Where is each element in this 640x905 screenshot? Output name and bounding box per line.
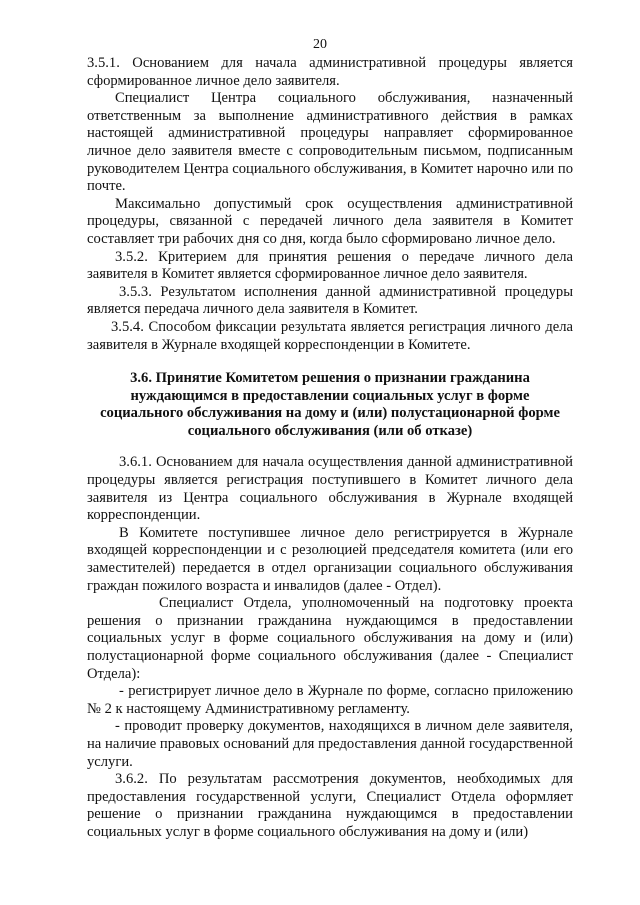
section-3-6-text xyxy=(87,454,573,841)
section-heading-line: социального обслуживания (или об отказе) xyxy=(187,422,473,439)
paragraph: 3.6.2. По результатам рассмотрения документов, необходимых для предоставления государственной услуги, Специалист Отдела оформляет решение о признании гражданина нуждающимся в предоставлении социальных услуг в форме социального обслуживания на дому и (или) xyxy=(87,771,573,840)
section-3-5-text xyxy=(87,55,573,354)
section-heading-line: социального обслуживания на дому и (или) полустационарной форме xyxy=(100,405,560,422)
paragraph: Максимально допустимый срок осуществления административной процедуры, связанной с передачей личного дела заявителя в Комитет составляет три рабочих дня со дня, когда было сформировано личное дело. xyxy=(87,195,573,247)
paragraph: 3.6.1. Основанием для начала осуществления данной административной процедуры является регистрация поступившего в Комитет личного дела заявителя из Центра социального обслуживания в Журнале входящей корреспонденции. xyxy=(87,454,573,524)
paragraph: Специалист Центра социального обслуживания, назначенный ответственным за выполнение административного действия в рамках настоящей административной процедуры направляет сформированное личное дело заявителя вместе с сопроводительным письмом, подписанным руководителем Центра социального обслуживания, в Комитет нарочно или по почте. xyxy=(87,90,573,195)
list-item: - регистрирует личное дело в Журнале по форме, согласно приложению № 2 к настоящему Административному регламенту. xyxy=(87,683,573,717)
list-item: - проводит проверку документов, находящихся в личном деле заявителя, на наличие правовых оснований для предоставления данной государственной услуги. xyxy=(87,718,573,770)
paragraph: 3.5.2. Критерием для принятия решения о передаче личного дела заявителя в Комитет является сформированное личное дело заявителя. xyxy=(87,248,573,283)
paragraph: 3.5.1. Основанием для начала административной процедуры является сформированное личное дело заявителя. xyxy=(87,55,573,89)
section-heading xyxy=(87,370,573,440)
document-body xyxy=(87,55,573,842)
paragraph: В Комитете поступившее личное дело регистрируется в Журнале входящей корреспонденции и с резолюцией председателя комитета (или его заместителей) передается в отдел организации социального обслуживания граждан пожилого возраста и инвалидов (далее - Отдел). xyxy=(87,524,573,594)
paragraph: 3.5.3. Результатом исполнения данной административной процедуры является передача личного дела заявителя в Комитет. xyxy=(87,283,573,318)
section-heading-line: 3.6. Принятие Комитетом решения о признании гражданина xyxy=(130,370,530,387)
paragraph: Специалист Отдела, уполномоченный на подготовку проекта решения о признании гражданина нуждающимся в предоставлении социальных услуг в форме социального обслуживания на дому и (или) полустационарной форме социального обслуживания (далее - Специалист Отдела): xyxy=(87,595,573,682)
section-heading-line: нуждающимся в предоставлении социальных услуг в форме xyxy=(130,387,530,404)
page-number: 20 xyxy=(313,37,327,52)
paragraph: 3.5.4. Способом фиксации результата является регистрация личного дела заявителя в Журнале входящей корреспонденции в Комитете. xyxy=(87,318,573,353)
